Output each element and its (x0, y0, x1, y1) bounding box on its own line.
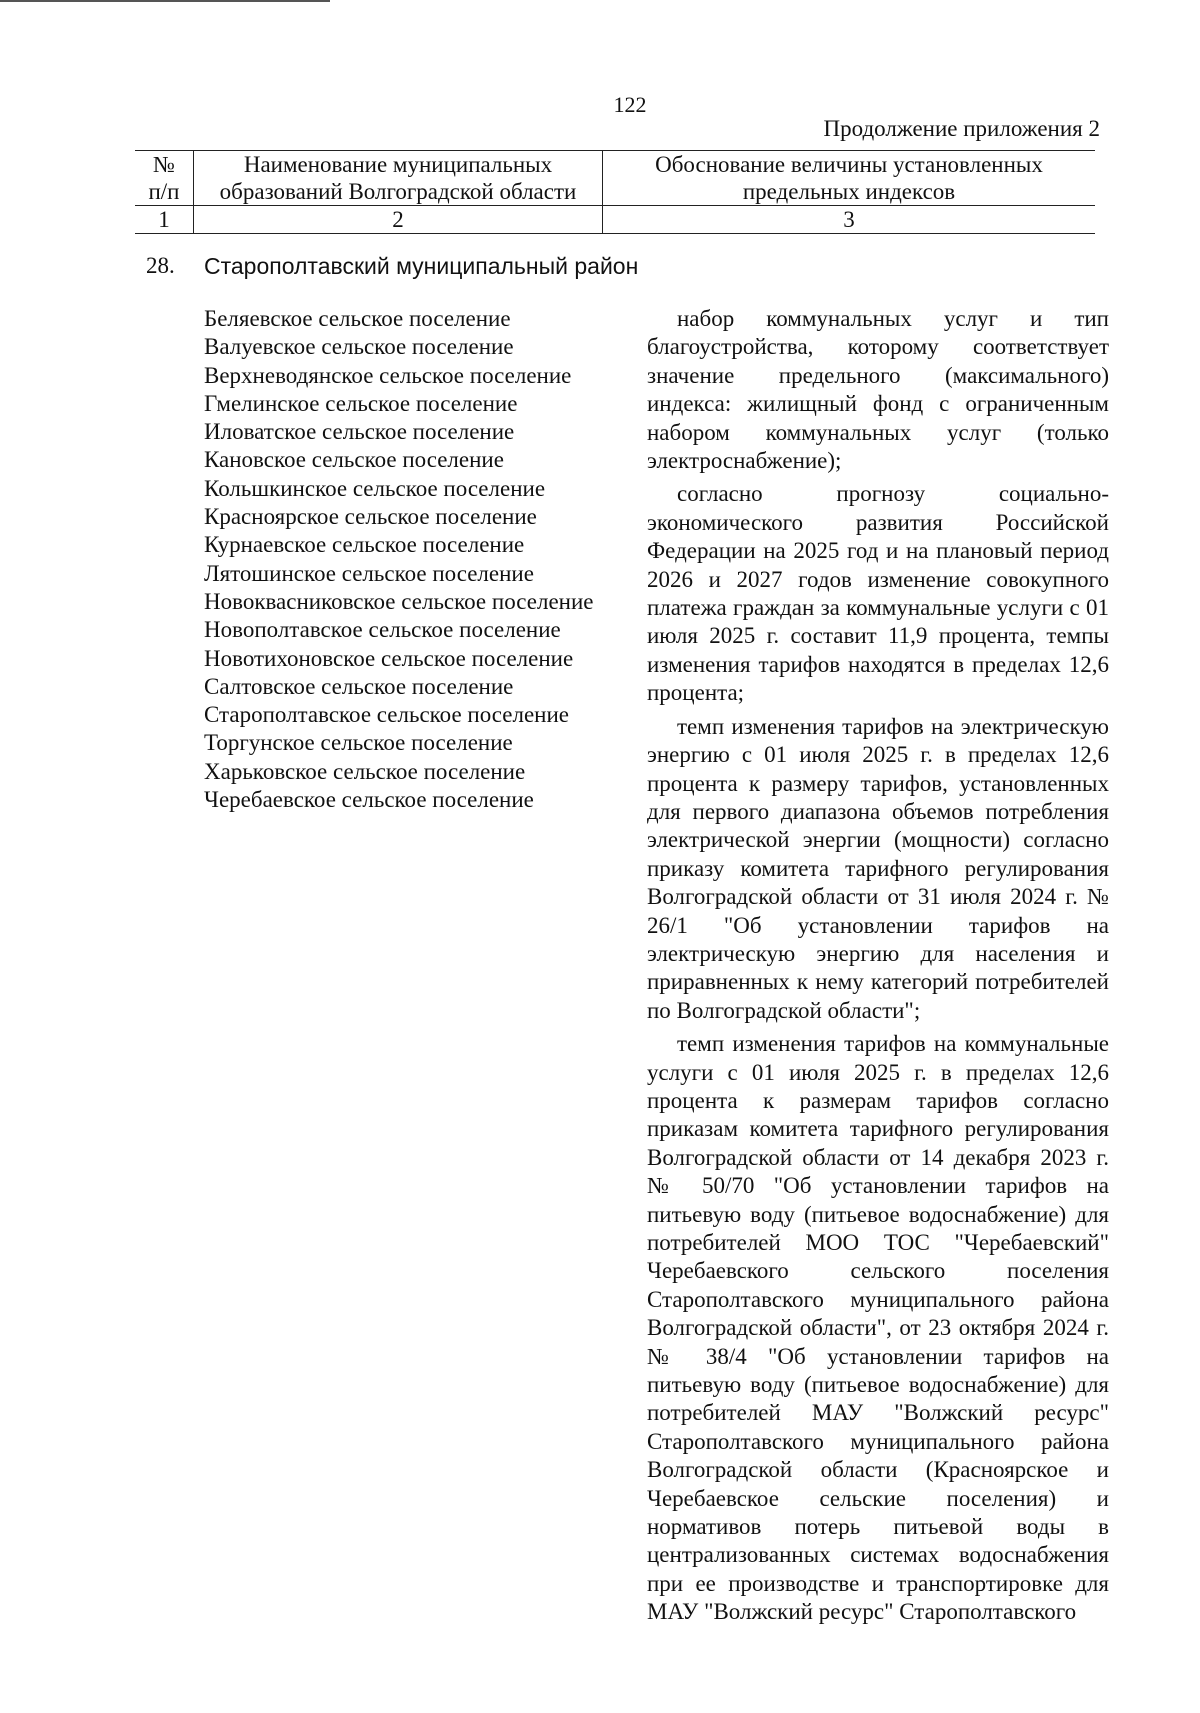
section-number: 28. (146, 253, 175, 278)
column-number-1: 1 (135, 206, 194, 234)
settlement-item: Беляевское сельское поселение (204, 306, 511, 331)
page-number: 122 (613, 92, 647, 117)
settlement-item: Черебаевское сельское поселение (204, 787, 534, 813)
justification-paragraph: согласно прогнозу социально-экономического развития Российской Федерации на 2025 год и на плановый период 2026 и 2027 годов изменение совокупного платежа граждан за коммунальные услуги с 01 июля 2025 г. составит 11,9 процента, темпы изменения тарифов находятся в пределах 12,6 процента; (647, 481, 1109, 706)
header-table (135, 150, 1095, 234)
justification-paragraph: набор коммунальных услуг и тип благоустройства, которому соответствует значение предельного (максимального) индекса: жилищный фонд с ограниченным набором коммунальных услуг (только электроснабжение); (647, 306, 1109, 474)
section-title: Старополтавский муниципальный район (204, 253, 639, 279)
header-number-line1: № (153, 152, 175, 177)
settlement-item: Новотихоновское сельское поселение (204, 645, 574, 671)
settlement-item: Лятошинское сельское поселение (204, 560, 534, 586)
column-number-row (135, 206, 1095, 234)
justification-paragraph: темп изменения тарифов на электрическую энергию с 01 июля 2025 г. в пределах 12,6 процента к размеру тарифов, установленных для первого диапазона объемов потребления электрической энергии (мощности) согласно приказу комитета тарифного регулирования Волгоградской области от 31 июля 2024 г. № 26/1 "Об установлении тарифов на электрическую энергию для населения и приравненных к нему категорий потребителей по Волгоградской области"; (647, 713, 1109, 1023)
settlement-item: Курнаевское сельское поселение (204, 532, 525, 558)
settlement-item: Новоквасниковское сельское поселение (204, 588, 594, 614)
settlement-item: Красноярское сельское поселение (204, 504, 537, 530)
settlement-item: Торгунское сельское поселение (204, 730, 513, 756)
settlement-item: Иловатское сельское поселение (204, 419, 515, 445)
settlement-item: Новополтавское сельское поселение (204, 617, 561, 643)
header-cell-name (194, 151, 603, 206)
justification-text (647, 305, 1109, 1632)
header-number-line2: п/п (148, 179, 180, 204)
settlement-item: Кольшкинское сельское поселение (204, 475, 546, 501)
header-row (135, 151, 1095, 206)
header-name-line2: образований Волгоградской области (219, 179, 577, 204)
settlement-item: Верхневодянское сельское поселение (204, 362, 572, 388)
justification-paragraph: темп изменения тарифов на коммунальные услуги с 01 июля 2025 г. в пределах 12,6 процента к размерам тарифов согласно приказам комитета тарифного регулирования Волгоградской области от 14 декабря 2023 г. № 50/70 "Об установлении тарифов на питьевую воду (питьевое водоснабжение) для потребителей МОО ТОС "Черебаевский" Черебаевского сельского поселения Старополтавского муниципального района Волгоградской области", от 23 октября 2024 г. № 38/4 "Об установлении тарифов на питьевую воду (питьевое водоснабжение) для потребителей МАУ "Волжский ресурс" Старополтавского муниципального района Волгоградской области (Красноярское и Черебаевское сельские поселения) и нормативов потерь питьевой воды в централизованных системах водоснабжения при ее производстве и транспортировке для МАУ "Волжский ресурс" Старополтавского (647, 1031, 1109, 1625)
header-name-line1: Наименование муниципальных (243, 152, 553, 177)
header-justification-line1: Обоснование величины установленных (655, 152, 1043, 177)
settlement-item: Салтовское сельское поселение (204, 673, 514, 699)
settlement-item: Старополтавское сельское поселение (204, 702, 569, 728)
scan-edge-line (0, 0, 330, 2)
column-number-2: 2 (194, 206, 603, 234)
settlement-item: Харьковское сельское поселение (204, 758, 526, 784)
header-cell-justification (603, 151, 1096, 206)
header-justification-line2: предельных индексов (742, 179, 956, 204)
settlement-item: Кановское сельское поселение (204, 447, 504, 473)
settlement-item: Валуевское сельское поселение (204, 334, 514, 360)
settlement-item: Гмелинское сельское поселение (204, 390, 518, 416)
continuation-label: Продолжение приложения 2 (823, 116, 1100, 141)
column-number-3: 3 (603, 206, 1096, 234)
settlement-list (204, 305, 593, 814)
header-cell-number (135, 151, 194, 206)
